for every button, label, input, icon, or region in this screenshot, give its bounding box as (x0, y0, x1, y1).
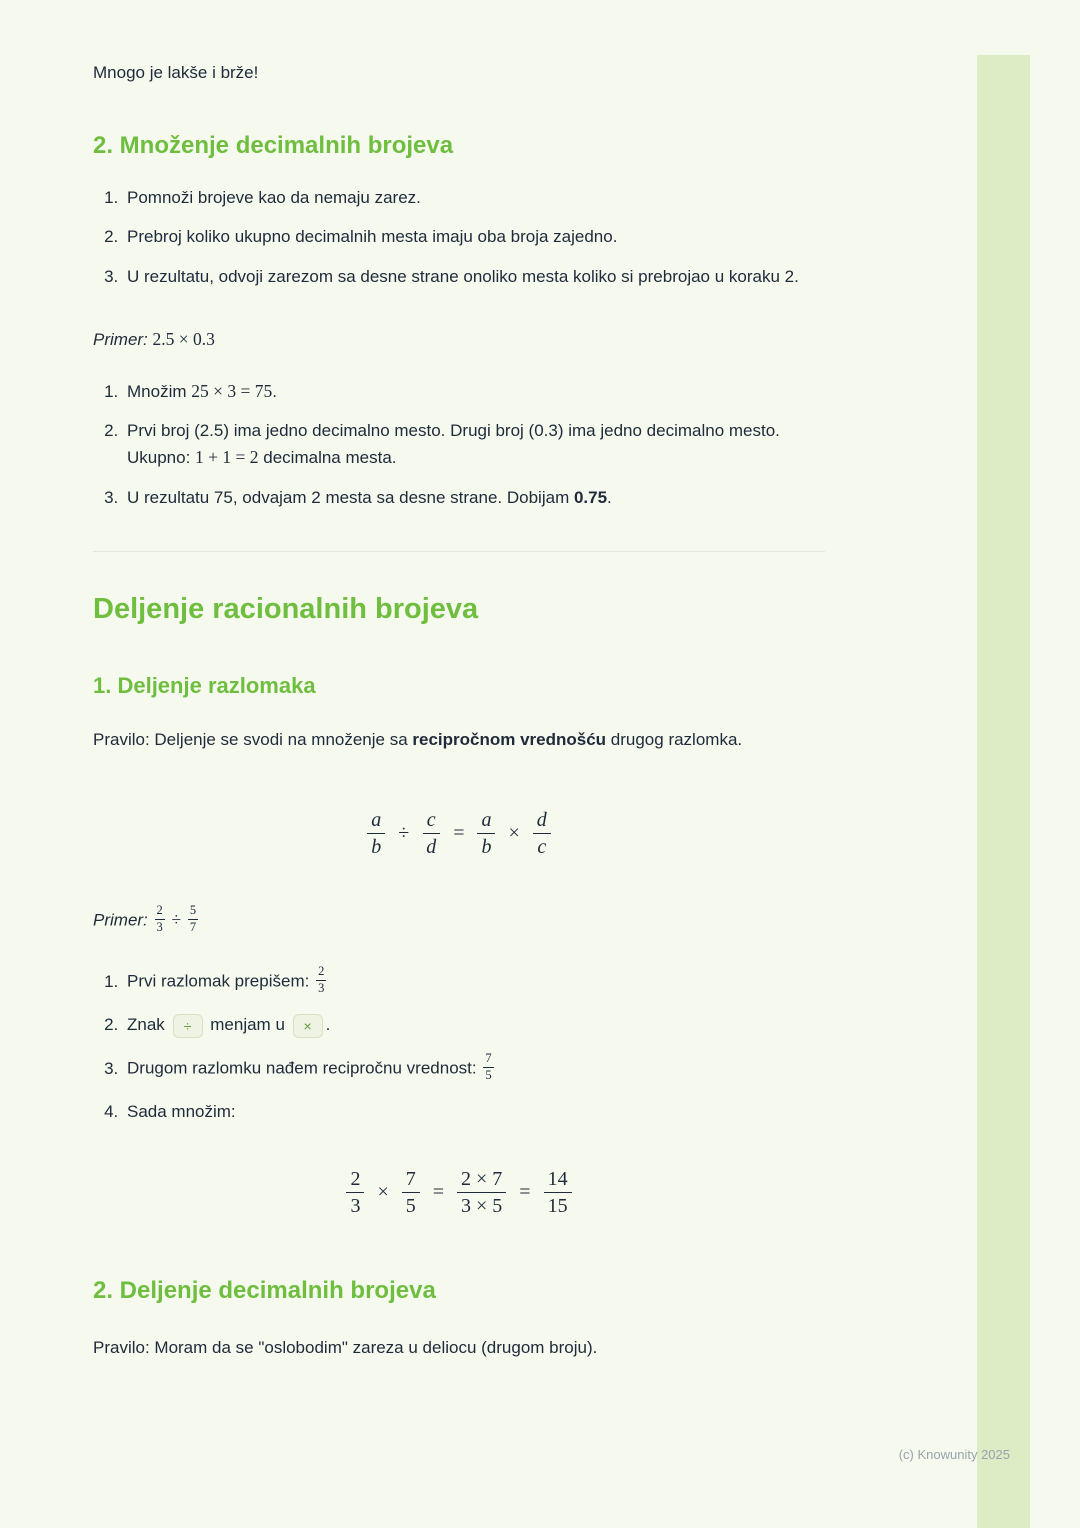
primer-math: 2.5 × 0.3 (152, 329, 215, 350)
fraction: $\frac{d}{c}$ (533, 809, 551, 858)
divide-key: ÷ (173, 1014, 203, 1038)
list-item: 2. Znak ÷ menjam u × . (123, 1012, 825, 1038)
fraction-multiplication-formula (93, 1168, 825, 1217)
list-item: 2. Prvi broj (2.5) ima jedno decimalno mesto. Drugi broj (0.3) ima jedno decimalno mesto. Ukupno: 1 + 1 = 2 decimalna mesta. (123, 418, 825, 472)
section-divider (93, 551, 825, 552)
fraction: $\frac{5}{7}$ (189, 903, 197, 935)
fraction: $\frac{a}{b}$ (477, 809, 495, 858)
list-item: 1. Množim 25 × 3 = 75. (123, 378, 825, 405)
primer-label: Primer: (93, 911, 148, 931)
primer-line (93, 326, 825, 353)
primer-label: Primer: (93, 330, 148, 350)
division-steps-list (93, 963, 825, 1126)
list-item: 3. U rezultatu, odvoji zarezom sa desne strane onoliko mesta koliko si prebrojao u koraku 2. (123, 264, 825, 290)
fraction: $\frac{2}{3}$ (156, 903, 163, 935)
fraction: $\frac{2 \times 7}{3 \times 5}$ (457, 1168, 506, 1217)
intro-text: Mnogo je lakše i brže! (93, 63, 259, 82)
fraction: $\frac{a}{b}$ (367, 809, 385, 858)
page-heading-deljenje-racionalnih: Deljenje racionalnih brojeva (93, 592, 479, 625)
fraction: $\frac{2}{3}$ (318, 963, 325, 995)
equals-sign: = (432, 1180, 444, 1203)
list-item: 3. Drugom razlomku nađem recipročnu vrednost: $\frac{7}{5}$ (123, 1054, 825, 1085)
multiply-operator: × (508, 822, 520, 845)
list-item: 4. Sada množim: (123, 1099, 825, 1125)
list-item: 3. U rezultatu 75, odvajam 2 mesta sa desne strane. Dobijam 0.75. (123, 485, 825, 511)
equals-sign: = (519, 1180, 531, 1203)
list-item: 1. Prvi razlomak prepišem: $\frac{2}{3}$ (123, 967, 825, 998)
fraction: $\frac{2}{3}$ (346, 1168, 364, 1217)
copyright-footer: (c) Knowunity 2025 (898, 1447, 1010, 1462)
fraction-division-formula (93, 809, 825, 858)
rule-paragraph: Pravilo: Moram da se "oslobodim" zareza u deliocu (drugom broju). (93, 1338, 598, 1358)
divide-operator: ÷ (398, 822, 410, 845)
equals-sign: = (453, 822, 465, 845)
list-item: 1. Pomnoži brojeve kao da nemaju zarez. (123, 185, 825, 211)
divide-operator: ÷ (171, 910, 182, 931)
section-heading-deljenje-decimalnih: 2. Deljenje decimalnih brojeva (93, 1276, 436, 1304)
subheading-deljenje-razlomaka: 1. Deljenje razlomaka (93, 672, 316, 698)
multiplication-rules-list (93, 185, 825, 290)
fraction: $\frac{7}{5}$ (485, 1050, 492, 1082)
multiply-operator: × (377, 1180, 389, 1203)
multiplication-example-list (93, 378, 825, 511)
list-item: 2. Prebroj koliko ukupno decimalnih mesta imaju oba broja zajedno. (123, 224, 825, 250)
primer-line (93, 903, 825, 937)
section-heading-mnozenje-decimalnih: 2. Množenje decimalnih brojeva (93, 132, 454, 160)
rule-paragraph: Pravilo: Deljenje se svodi na množenje sa recipročnom vrednošću drugog razlomka. (93, 730, 743, 750)
fraction: $\frac{7}{5}$ (402, 1168, 420, 1217)
fraction: $\frac{c}{d}$ (422, 809, 440, 858)
multiply-key: × (293, 1014, 323, 1038)
fraction: $\frac{14}{15}$ (544, 1168, 572, 1217)
